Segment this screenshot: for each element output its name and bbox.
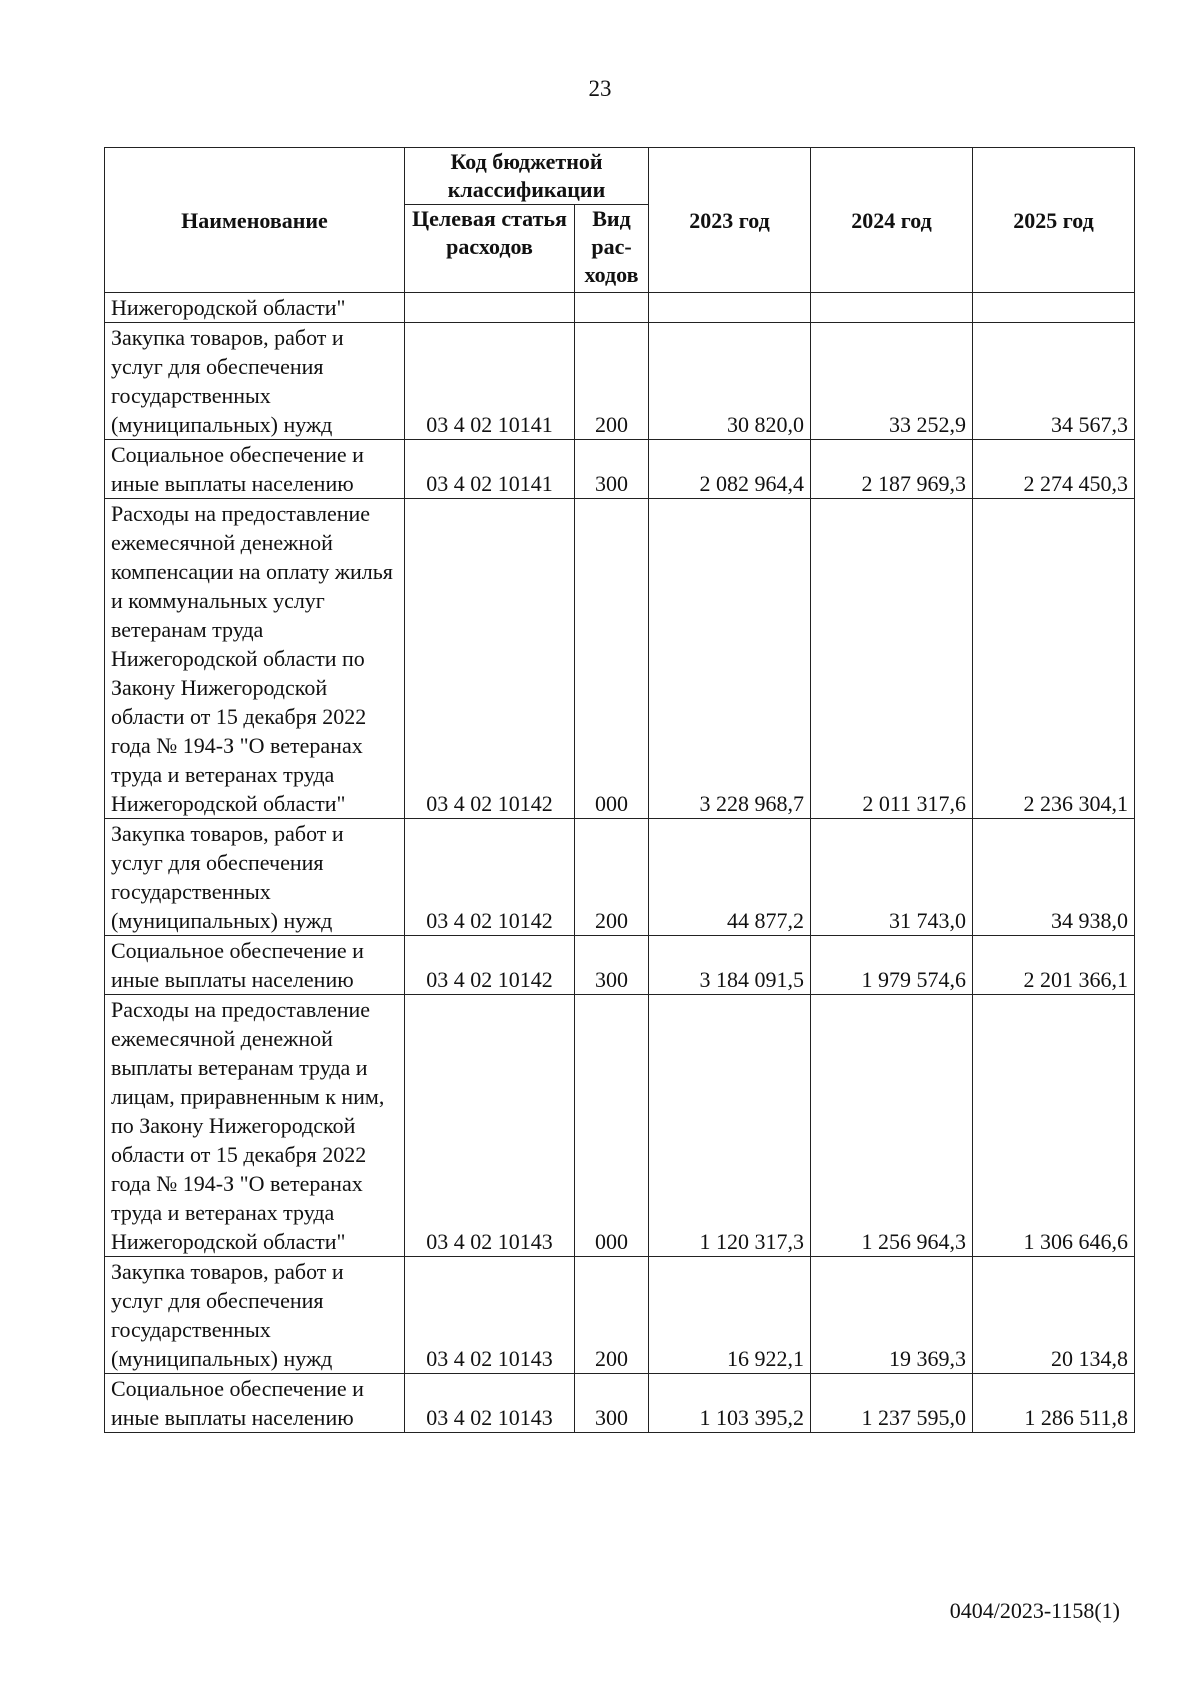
amount-2023-cell: 1 120 317,3 — [649, 995, 811, 1257]
amount-2023-cell: 3 184 091,5 — [649, 936, 811, 995]
expense-type-cell: 200 — [575, 1257, 649, 1374]
document-code: 0404/2023-1158(1) — [949, 1598, 1120, 1623]
row-name-cell: Закупка товаров, работ и услуг для обеспечения государственных (муниципальных) нужд — [105, 323, 405, 440]
expense-type-cell: 300 — [575, 936, 649, 995]
header-target-article: Целевая статья расходов — [405, 205, 575, 293]
table-row — [105, 936, 1135, 995]
amount-2024-cell: 33 252,9 — [811, 323, 973, 440]
target-article-cell: 03 4 02 10142 — [405, 499, 575, 819]
table-row — [105, 293, 1135, 323]
row-name-cell: Нижегородской области" — [105, 293, 405, 323]
target-article-cell: 03 4 02 10141 — [405, 440, 575, 499]
expense-type-cell: 000 — [575, 499, 649, 819]
amount-2025-cell: 1 306 646,6 — [973, 995, 1135, 1257]
target-article-cell: 03 4 02 10142 — [405, 936, 575, 995]
amount-2023-cell: 1 103 395,2 — [649, 1374, 811, 1433]
amount-2025-cell: 34 567,3 — [973, 323, 1135, 440]
header-2025: 2025 год — [973, 148, 1135, 293]
row-name-cell: Расходы на предоставление ежемесячной денежной компенсации на оплату жилья и коммунальных услуг ветеранам труда Нижегородской области по Закону Нижегородской области от 15 декабря 2022 года № 194-З "О ветеранах труда и ветеранах труда Нижегородской области" — [105, 499, 405, 819]
budget-table — [104, 147, 1135, 1433]
header-name: Наименование — [105, 148, 405, 293]
table-row — [105, 440, 1135, 499]
amount-2025-cell — [973, 293, 1135, 323]
amount-2023-cell: 30 820,0 — [649, 323, 811, 440]
table-row — [105, 323, 1135, 440]
target-article-cell: 03 4 02 10141 — [405, 323, 575, 440]
table-row — [105, 1257, 1135, 1374]
amount-2023-cell — [649, 293, 811, 323]
table-row — [105, 1374, 1135, 1433]
expense-type-cell: 300 — [575, 440, 649, 499]
expense-type-cell: 000 — [575, 995, 649, 1257]
header-kbk: Код бюджетной классификации — [405, 148, 649, 205]
amount-2024-cell: 2 011 317,6 — [811, 499, 973, 819]
expense-type-cell: 200 — [575, 323, 649, 440]
amount-2023-cell: 44 877,2 — [649, 819, 811, 936]
amount-2025-cell: 2 274 450,3 — [973, 440, 1135, 499]
amount-2025-cell: 2 201 366,1 — [973, 936, 1135, 995]
header-2024: 2024 год — [811, 148, 973, 293]
expense-type-cell: 300 — [575, 1374, 649, 1433]
expense-type-cell: 200 — [575, 819, 649, 936]
amount-2023-cell: 2 082 964,4 — [649, 440, 811, 499]
row-name-cell: Расходы на предоставление ежемесячной денежной выплаты ветеранам труда и лицам, приравненным к ним, по Закону Нижегородской области от 15 декабря 2022 года № 194-З "О ветеранах труда и ветеранах труда Нижегородской области" — [105, 995, 405, 1257]
amount-2024-cell: 1 237 595,0 — [811, 1374, 973, 1433]
amount-2025-cell: 2 236 304,1 — [973, 499, 1135, 819]
amount-2023-cell: 16 922,1 — [649, 1257, 811, 1374]
target-article-cell: 03 4 02 10143 — [405, 995, 575, 1257]
target-article-cell: 03 4 02 10142 — [405, 819, 575, 936]
amount-2024-cell: 1 256 964,3 — [811, 995, 973, 1257]
amount-2025-cell: 34 938,0 — [973, 819, 1135, 936]
row-name-cell: Закупка товаров, работ и услуг для обеспечения государственных (муниципальных) нужд — [105, 1257, 405, 1374]
row-name-cell: Закупка товаров, работ и услуг для обеспечения государственных (муниципальных) нужд — [105, 819, 405, 936]
row-name-cell: Социальное обеспечение и иные выплаты населению — [105, 936, 405, 995]
amount-2025-cell: 20 134,8 — [973, 1257, 1135, 1374]
amount-2024-cell: 1 979 574,6 — [811, 936, 973, 995]
row-name-cell: Социальное обеспечение и иные выплаты населению — [105, 440, 405, 499]
target-article-cell: 03 4 02 10143 — [405, 1374, 575, 1433]
amount-2024-cell: 31 743,0 — [811, 819, 973, 936]
amount-2024-cell — [811, 293, 973, 323]
table-row — [105, 819, 1135, 936]
amount-2024-cell: 19 369,3 — [811, 1257, 973, 1374]
expense-type-cell — [575, 293, 649, 323]
amount-2024-cell: 2 187 969,3 — [811, 440, 973, 499]
page-number: 23 — [588, 76, 612, 101]
row-name-cell: Социальное обеспечение и иные выплаты населению — [105, 1374, 405, 1433]
amount-2023-cell: 3 228 968,7 — [649, 499, 811, 819]
table-row — [105, 995, 1135, 1257]
amount-2025-cell: 1 286 511,8 — [973, 1374, 1135, 1433]
target-article-cell — [405, 293, 575, 323]
table-body — [105, 293, 1135, 1433]
header-expense-type: Вид рас-ходов — [575, 205, 649, 293]
header-2023: 2023 год — [649, 148, 811, 293]
table-row — [105, 499, 1135, 819]
target-article-cell: 03 4 02 10143 — [405, 1257, 575, 1374]
